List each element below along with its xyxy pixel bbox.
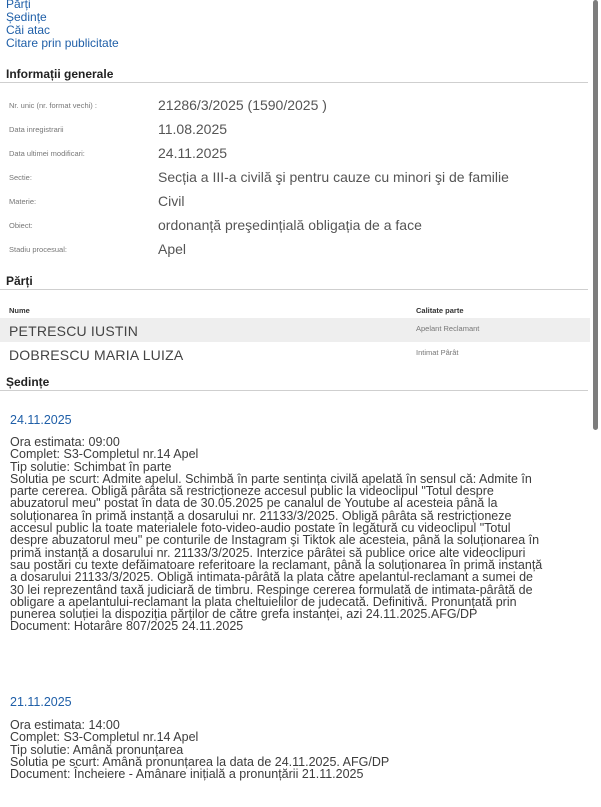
sedinta-line: Tip solutie: Schimbat în parte <box>10 459 172 474</box>
info-row <box>0 191 590 215</box>
sedinta-document[interactable]: Document: Hotarâre 807/2025 24.11.2025 <box>10 619 244 634</box>
section-sedinte-title: Ședințe <box>0 375 588 391</box>
sedinta-line: soluționarea în primă instanță a dosarului nr. 21133/3/2025. Obligă pârâta să restricționeze <box>10 508 512 523</box>
link-citare[interactable]: Citare prin publicitate <box>6 36 119 50</box>
scrollbar[interactable] <box>593 0 598 430</box>
sedinta-line: Complet: S3-Completul nr.14 Apel <box>10 447 199 462</box>
info-value: Civil <box>158 193 185 209</box>
sedinta-line: primă instanță a dosarului nr. 21133/3/2025. Interzice pârâtei să publice orice alte videoclipuri <box>10 545 526 560</box>
sedinta-line: accesul public la toate materialele foto-video-audio postate în legătură cu videoclipul "Totul <box>10 521 511 536</box>
sedinta-document[interactable]: Document: Încheiere - Amânare inițială a pronunțării 21.11.2025 <box>10 767 364 782</box>
party-row <box>0 318 590 342</box>
link-parti[interactable]: Părți <box>6 0 31 11</box>
sedinta-line: sau postări cu texte defăimatoare referitoare la reclamant, până la soluționarea în primă instanță <box>10 557 543 572</box>
sedinta-line: Ora estimata: 14:00 <box>10 718 120 732</box>
info-value: Apel <box>158 241 187 257</box>
info-row <box>0 239 590 263</box>
info-row <box>0 167 590 191</box>
nav-links <box>6 0 119 50</box>
sedinta-line: abuzatorul meu" postat în data de 30.05.2025 pe canalul de Youtube al acesteia până la <box>10 496 498 511</box>
sedinta-line: punerea soluției la dispoziția părților de către grefa instanței, azi 24.11.2025.AFG/DP <box>10 607 478 622</box>
info-label: Data inregistrarii <box>9 125 64 134</box>
info-label: Data ultimei modificari: <box>9 149 85 158</box>
info-label: Obiect: <box>9 221 33 230</box>
info-row <box>0 143 590 167</box>
parti-table-header <box>0 302 590 318</box>
sedinta-line: Ora estimata: 09:00 <box>10 435 120 449</box>
info-row <box>0 95 590 119</box>
info-label: Stadiu procesual: <box>9 245 67 254</box>
info-label: Materie: <box>9 197 37 206</box>
info-label: Sectie: <box>9 173 32 182</box>
info-row <box>0 215 590 239</box>
party-name: PETRESCU IUSTIN <box>9 323 139 339</box>
section-parti-title: Părți <box>0 274 588 290</box>
info-value: Secția a III-a civilă şi pentru cauze cu minori şi de familie <box>158 169 509 185</box>
sedinta-line: Tip solutie: Amână pronunțarea <box>10 742 184 757</box>
sedinta-line: Complet: S3-Completul nr.14 Apel <box>10 730 199 745</box>
sedinta-line: a dosarului 21133/3/2025. Obligă intimata-pârâtă la plata către apelantul-reclamant a sumei de <box>10 570 534 585</box>
info-value: 21286/3/2025 (1590/2025 ) <box>158 97 327 113</box>
info-value: 24.11.2025 <box>158 145 228 161</box>
link-cai-atac[interactable]: Căi atac <box>6 23 51 37</box>
info-row <box>0 119 590 143</box>
party-role: Intimat Pârât <box>416 348 459 357</box>
sedinta-line: parte cererea. Obligă pârâta să restricționeze accesul public la videoclipul "Totul despre <box>10 484 494 499</box>
info-value: 11.08.2025 <box>158 121 228 137</box>
party-row <box>0 342 590 366</box>
col-name-header: Nume <box>9 306 30 315</box>
party-name: DOBRESCU MARIA LUIZA <box>9 347 184 363</box>
sedinta-details <box>10 436 585 633</box>
sedinta-line: 30 lei reprezentând taxă judiciară de timbru. Respinge cererea formulată de intimata-pârâtă de <box>10 582 533 597</box>
info-value: ordonanță preşedințială obligația de a face <box>158 217 422 233</box>
link-sedinte[interactable]: Ședințe <box>6 10 47 24</box>
sedinta-details <box>10 719 585 780</box>
sedinta-line: obligare a apelantului-reclamant la plata cheltuielilor de judecată. Definitivă. Pronunțată prin <box>10 594 517 609</box>
section-info-title: Informații generale <box>0 67 588 83</box>
sedinta-line: despre abuzatorul meu" pe conturile de Instagram şi Tiktok ale acesteia, până la soluționarea în <box>10 533 540 548</box>
info-label: Nr. unic (nr. format vechi) : <box>9 101 97 110</box>
sedinta-line: Solutia pe scurt: Amână pronunțarea la data de 24.11.2025. AFG/DP <box>10 754 390 769</box>
sedinta-date: 21.11.2025 <box>10 695 72 709</box>
sedinta-date: 24.11.2025 <box>10 413 72 427</box>
party-role: Apelant Reclamant <box>416 324 480 333</box>
sedinta-line: Solutia pe scurt: Admite apelul. Schimbă în parte sentința civilă apelată în sensul că: Admite în <box>10 471 532 486</box>
col-role-header: Calitate parte <box>416 306 464 315</box>
